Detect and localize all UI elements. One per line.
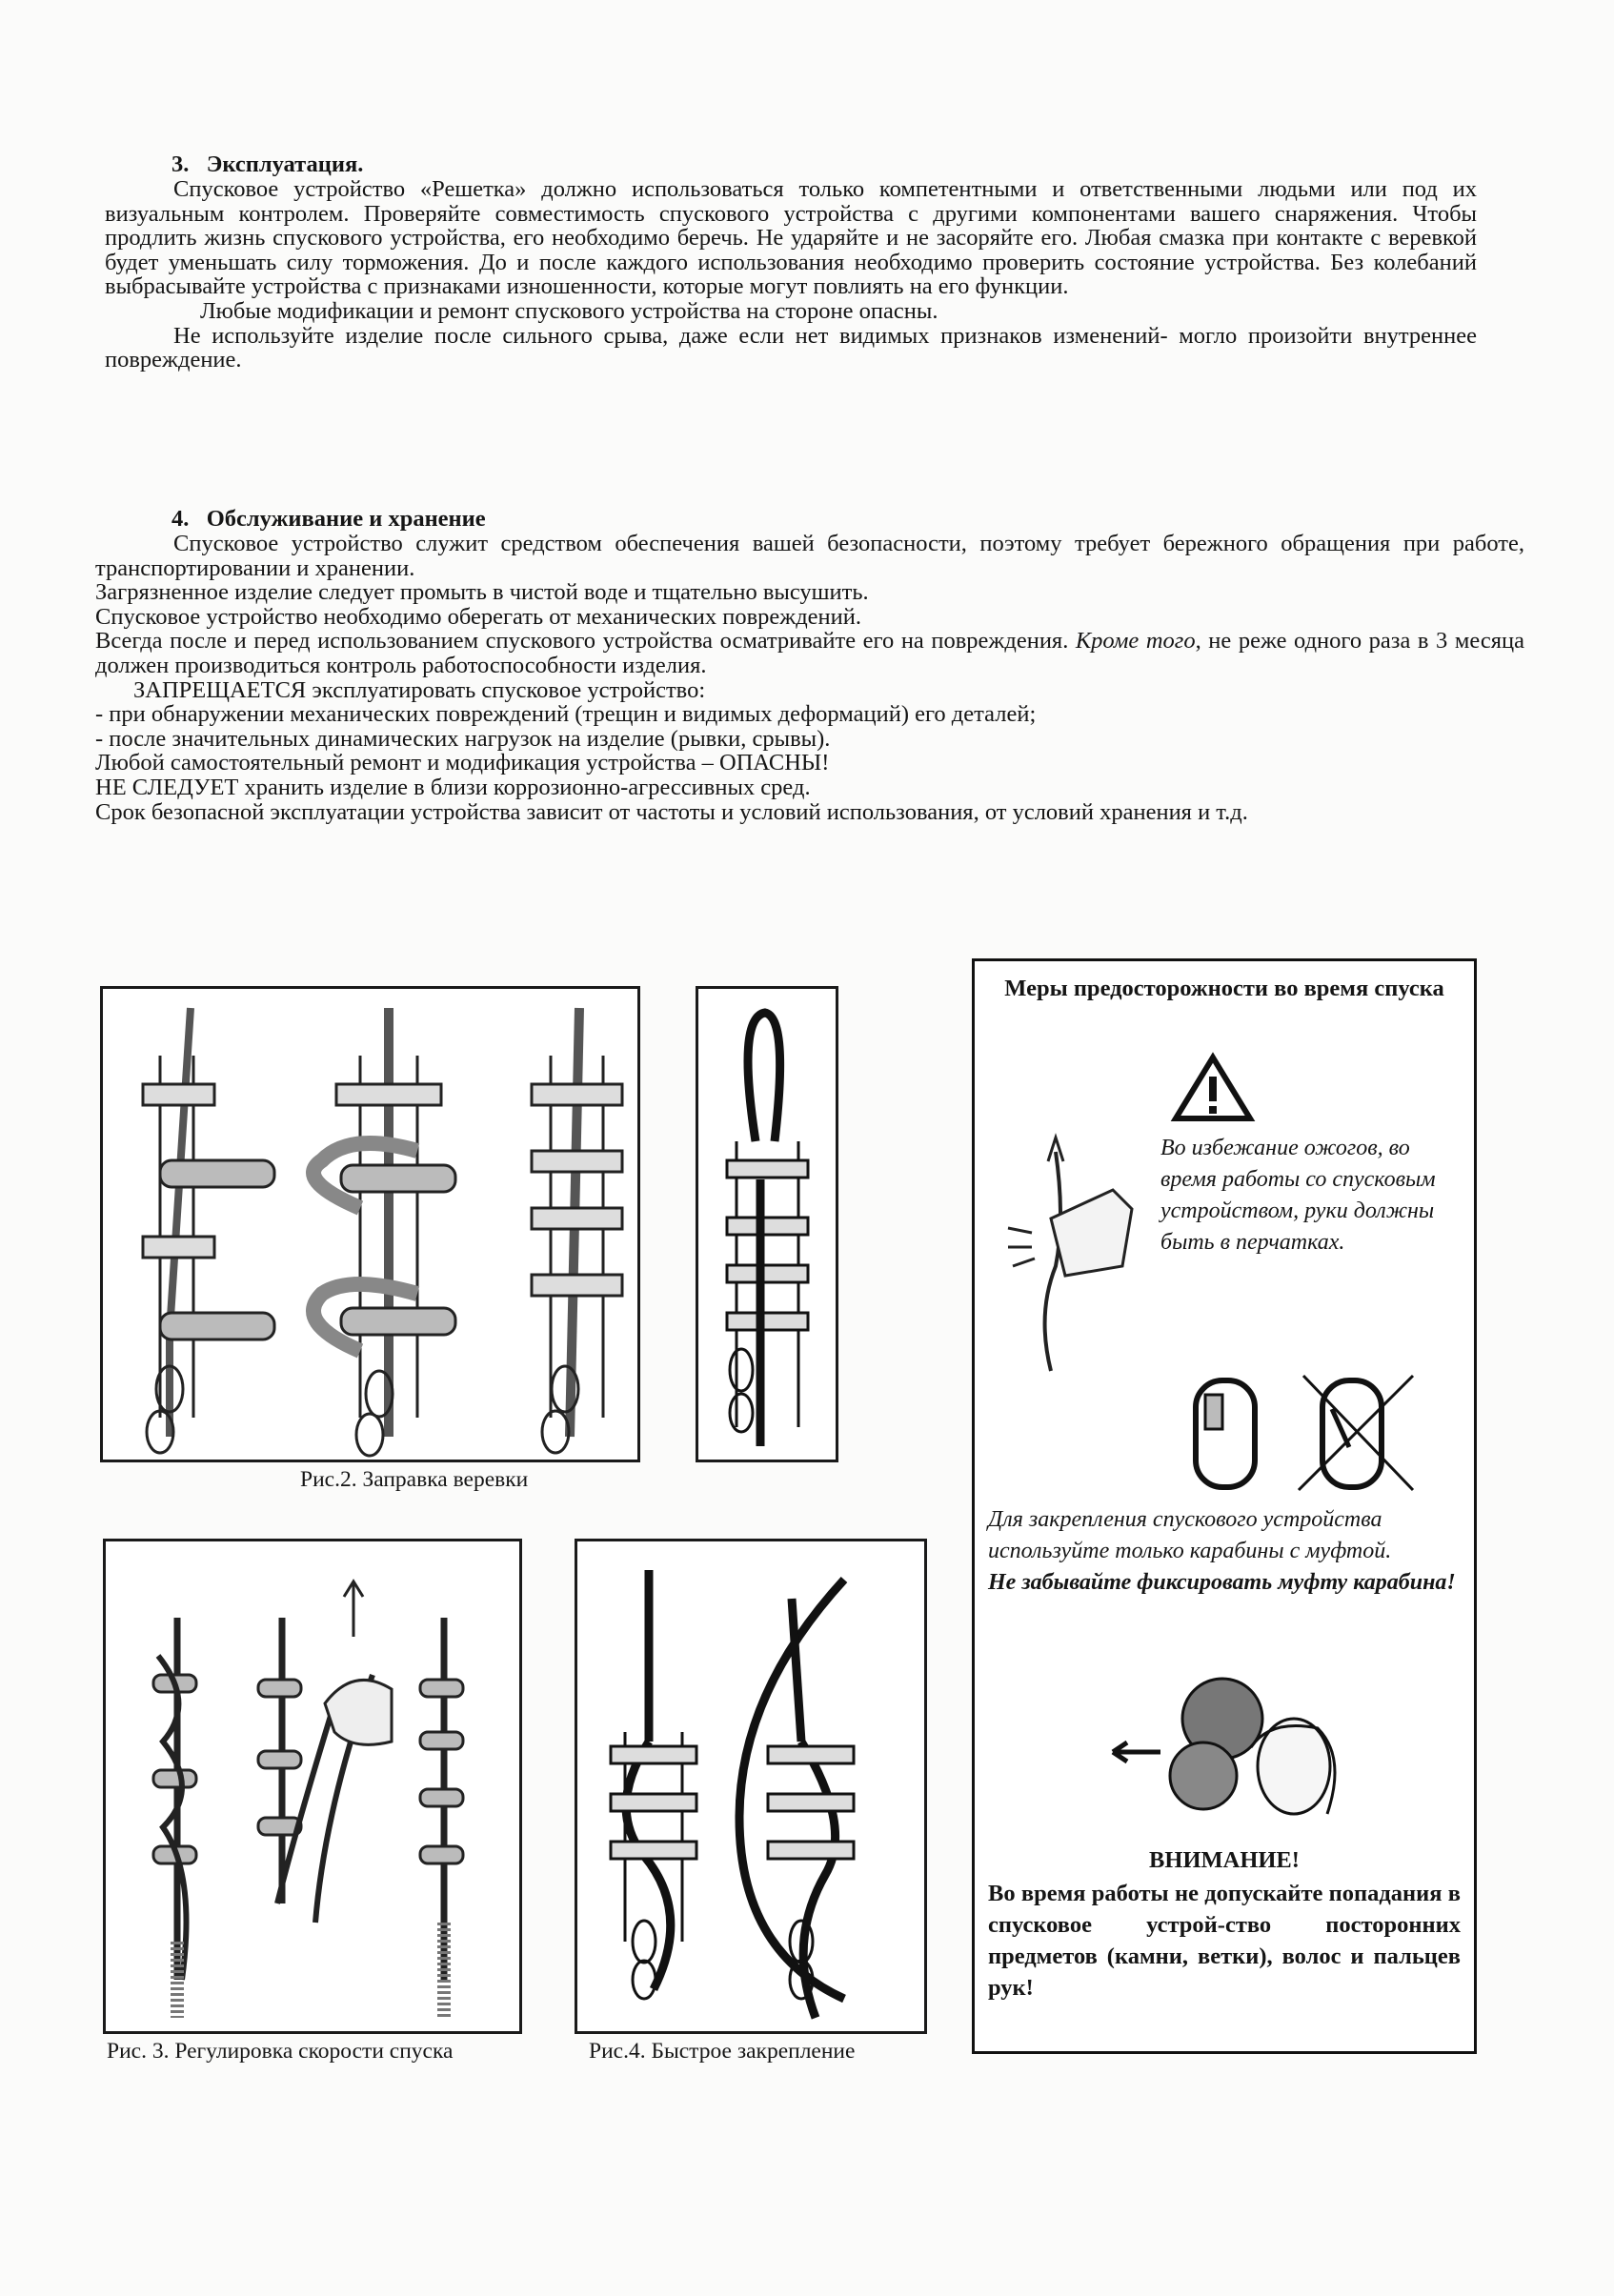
paragraph: Загрязненное изделие следует промыть в чистой воде и тщательно высушить.: [95, 579, 869, 606]
italic-run: Кроме того: [1075, 628, 1196, 655]
figure-2-rope-threading: [100, 986, 640, 1462]
figure-3-caption: Рис. 3. Регулировка скорости спуска: [107, 2039, 454, 2064]
gloved-hand-icon: [999, 1123, 1141, 1380]
attention-title: ВНИМАНИЕ!: [1149, 1847, 1300, 1873]
paragraph: ЗАПРЕЩАЕТСЯ эксплуатировать спусковое устройство:: [133, 676, 706, 703]
list-item: - при обнаружении механических повреждений (трещин и видимых деформаций) его деталей;: [95, 701, 1037, 728]
text-run: Всегда после и перед использованием спускового устройства осматривайте его на повреждения.: [95, 628, 1076, 655]
paragraph: Спусковое устройство служит средством обеспечения вашей безопасности, поэтому требует бережного обращения при работе, транспортировании и хранении.: [95, 531, 1524, 581]
figure-4-caption: Рис.4. Быстрое закрепление: [589, 2039, 856, 2064]
figure-4-quick-lock: [575, 1539, 927, 2034]
panel-title: Меры предосторожности во время спуска: [1004, 976, 1444, 1001]
figure-3-speed-control: [103, 1539, 522, 2034]
speed-control-illustration: [106, 1541, 519, 2031]
paragraph: Не используйте изделие после сильного срыва, даже если нет видимых признаков изменений- могло произойти внутреннее повреждение.: [105, 322, 1477, 373]
list-item: - после значительных динамических нагрузок на изделие (рывки, срывы).: [95, 725, 831, 752]
section-heading: 4. Обслуживание и хранение: [171, 506, 486, 532]
carabiner-text: [988, 1504, 1464, 1599]
attention-text: Во время работы не допускайте попадания в спусковое устрой-ство посторонних предметов (камни, ветки), волос и пальцев рук!: [988, 1881, 1461, 2001]
crossed-carabiner-icon: [1294, 1371, 1418, 1495]
carabiner-icon: [1184, 1371, 1270, 1495]
paragraph: Спусковое устройство необходимо оберегать от механических повреждений.: [95, 603, 861, 630]
paragraph: [95, 629, 1524, 677]
section-operation: [105, 152, 1477, 373]
paragraph: Любой самостоятельный ремонт и модификация устройства – ОПАСНЫ!: [95, 750, 830, 776]
paragraph: Любые модификации и ремонт спускового устройства на стороне опасны.: [200, 297, 938, 324]
section-heading: 3. Эксплуатация.: [171, 151, 364, 177]
figure-2-threaded-device: [696, 986, 838, 1462]
paragraph: Спусковое устройство «Решетка» должно использоваться только компетентными и ответственными людьми или под их визуальным контролем. Проверяйте совместимость спускового устройства с другими компонентами вашего снаряжения. Чтобы продлить жизнь спускового устройства, его необходимо беречь. Не ударяйте и не засоряйте его. Любая смазка при контакте с веревкой будет уменьшать силу торможения. До и после каждого использования необходимо проверить состояние устройства. Без колебаний выбрасывайте устройства с признаками изношенности, которые могут повлиять на его функции.: [105, 176, 1477, 300]
threaded-device-illustration: [698, 989, 836, 1460]
lock-reminder: Не забывайте фиксировать муфту карабина!: [988, 1570, 1456, 1595]
paragraph: Срок безопасной эксплуатации устройства зависит от частоты и условий использования, от условий хранения и т.д.: [95, 798, 1248, 825]
rope-threading-illustration: [103, 989, 637, 1460]
figure-2-caption: Рис.2. Заправка веревки: [300, 1467, 529, 1492]
quick-lock-illustration: [577, 1541, 924, 2031]
precautions-panel: [972, 958, 1477, 2054]
hair-caught-icon: [1108, 1662, 1356, 1828]
text-run: , не реже одного раза в 3 месяца должен производиться контроль работоспособности изделия.: [95, 628, 1525, 678]
warning-icon: [1170, 1052, 1256, 1123]
paragraph: НЕ СЛЕДУЕТ хранить изделие в близи коррозионно-агрессивных сред.: [95, 774, 811, 800]
carabiner-instruction: Для закрепления спускового устройства используйте только карабины с муфтой.: [988, 1507, 1392, 1563]
gloves-warning-text: Во избежание ожогов, во время работы со спусковым устройством, руки должны быть в перчатках.: [1160, 1136, 1436, 1255]
section-maintenance: [95, 507, 1524, 824]
